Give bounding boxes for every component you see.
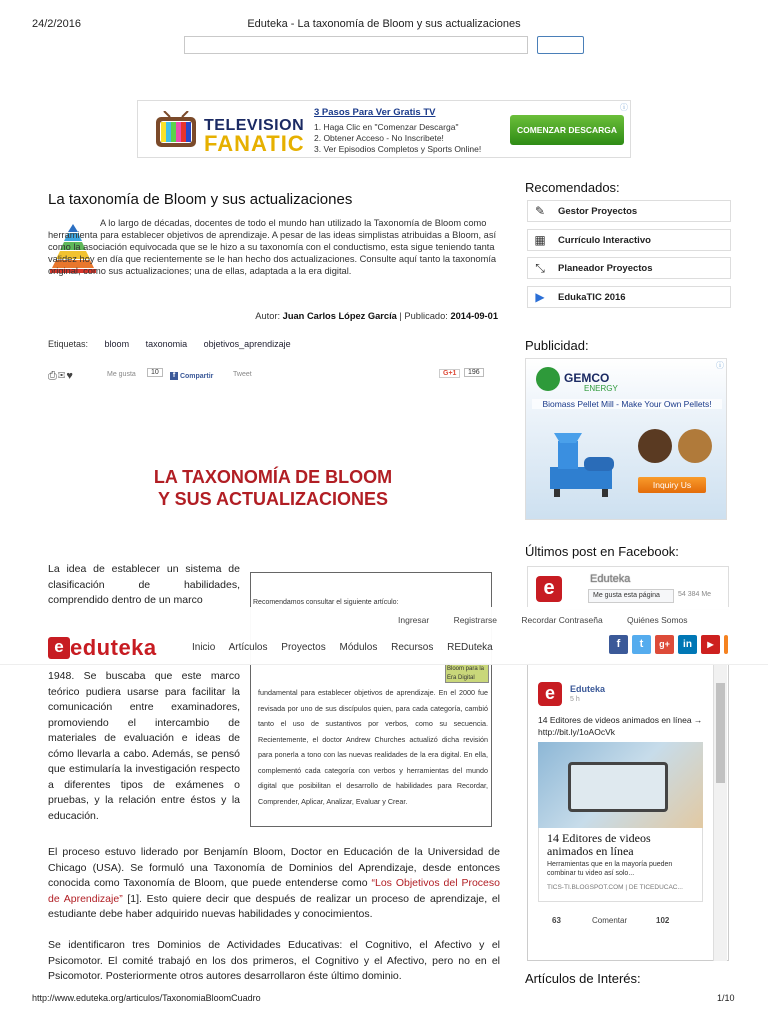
main-nav (192, 642, 504, 653)
published-date: 2014-09-01 (450, 311, 498, 321)
like-label: Me gusta (107, 371, 136, 378)
section-heading (48, 466, 498, 510)
recommended-article-thumbnail[interactable]: Bloom para la Era Digital (445, 663, 489, 683)
recommended-item[interactable] (527, 229, 731, 251)
logo-mark: e (48, 637, 70, 659)
tags-row (48, 339, 291, 349)
ad-logo-line2: FANATIC (204, 131, 305, 156)
facebook-post (527, 663, 729, 961)
pellets-image (678, 429, 712, 463)
register-link[interactable]: Registrarse (453, 615, 498, 625)
objectives-link[interactable]: “Los Objetivos del Proceso de Aprendizaje” (48, 877, 500, 905)
share-row (48, 368, 498, 384)
rss-icon[interactable] (724, 635, 728, 654)
article-intro: A lo largo de décadas, docentes de todo el mundo han utilizado la Taxonomía de Bloom como herramienta para establecer objetivos de aprendizaje. A pesar de las ideas simplistas atribuidas a Bloom, así como la asociación equivocada que se le hizo a su taxonomía con el conductismo, esta sigue teniendo tanta validez hoy en día que recientemente se le han hecho dos actualizaciones. Consulte aquí tanto la taxonomía original, como sus actualizaciones; una de ellas, adaptada a la era digital. (48, 218, 497, 276)
facebook-page-plugin (527, 566, 729, 610)
nav-inicio[interactable]: Inicio (192, 642, 216, 653)
published-label: | Publicado: (396, 311, 451, 321)
author-link[interactable]: Juan Carlos López García (282, 311, 397, 321)
tablet-image (568, 762, 668, 812)
tags-label: Etiquetas: (48, 339, 89, 349)
gplus-button[interactable]: G+1 (439, 369, 460, 378)
recommended-item-label: EdukaTIC 2016 (558, 292, 626, 303)
pellets-image (638, 429, 672, 463)
eduteka-avatar[interactable]: e (538, 682, 562, 706)
footer-url: http://www.eduteka.org/articulos/TaxonomiaBloomCuadro (32, 993, 261, 1003)
compress-icon: ⤡ (535, 261, 545, 275)
recommended-item[interactable] (527, 286, 731, 308)
box-recommend-label: Recomendamos consultar el siguiente artículo: (253, 599, 399, 606)
gplus-count: 196 (464, 368, 484, 377)
heading-line: LA TAXONOMÍA DE BLOOM (153, 467, 393, 487)
site-navbar (0, 607, 768, 665)
recommended-item-label: Gestor Proyectos (558, 206, 638, 217)
paragraph: 1948. Se buscaba que este marco teórico pudiera usarse para facilitar la comunicación entre examinadores, promoviendo el intercambio de materiales de evaluación e ideas de cómo llevarla a cabo. Además, se pensó que estimularía la investigación respecto a diferentes tipos de exámenes o pruebas, y la relación entre éstos y la educación. (48, 670, 240, 822)
footer-page: 1/10 (717, 993, 735, 1003)
card-desc: Herramientas que en la mayoría pueden combinar tu video así solo... (547, 861, 673, 877)
interest-title: Artículos de Interés: (525, 971, 641, 986)
post-link-card[interactable] (538, 828, 703, 902)
facebook-share-button[interactable] (170, 372, 213, 380)
ad-steps (314, 122, 481, 155)
twitter-icon[interactable]: t (632, 635, 651, 654)
account-links (398, 615, 710, 625)
box-text: fundamental para establecer objetivos de aprendizaje. En el 2000 fue revisada por uno de sus discípulos quien, para cada categoría, cambió tanto el uso de sustantivos por verbos, como su secuencia. Recientemente, el doctor Andrew Churches actualizó dicha revisión para ponerla a tono con las nuevas realidades de la era digital. En ella, complementó cada categoría con verbos y herramientas del mundo digital que posibilitan el desarrollo de habilidades para Recordar, Comprender, Aplicar, Analizar, Evaluar y Crear. (258, 688, 488, 806)
gemco-logo-icon (536, 367, 560, 391)
post-likes[interactable]: 63 (552, 916, 561, 925)
youtube-icon[interactable]: ▶ (701, 635, 720, 654)
pellet-mill-image (544, 431, 624, 501)
like-count: 10 (147, 368, 163, 377)
recommended-item-label: Planeador Proyectos (558, 263, 653, 274)
recommended-item[interactable] (527, 200, 731, 222)
post-shares[interactable]: 102 (656, 916, 670, 925)
comment-button[interactable]: Comentar (592, 916, 628, 925)
adchoices-icon[interactable]: ⓘ (620, 103, 628, 112)
recommended-title: Recomendados: (525, 180, 620, 195)
ad-banner[interactable] (137, 100, 631, 158)
facebook-title: Últimos post en Facebook: (525, 544, 679, 559)
recover-password-link[interactable]: Recordar Contraseña (521, 615, 603, 625)
scrollbar-thumb[interactable] (716, 683, 725, 783)
ads-title: Publicidad: (525, 338, 589, 353)
paragraph: La idea de establecer un sistema de clasificación de habilidades, comprendido dentro de un marco (48, 563, 240, 606)
ad-title[interactable]: 3 Pasos Para Ver Gratis TV (314, 107, 436, 118)
print-date: 24/2/2016 (32, 18, 81, 30)
share-label: Compartir (179, 372, 214, 380)
paragraph-text: [1]. Esto quiere decir que después de realizar un proceso de aprendizaje, el estudiante debe haber adquirido nuevas habilidades y conocimientos. (48, 892, 501, 920)
facebook-post-scrollbar[interactable] (713, 663, 727, 961)
pencil-icon: ✎ (534, 204, 546, 218)
article-byline (48, 311, 498, 321)
nav-articulos[interactable]: Artículos (228, 642, 268, 653)
fb-page-name[interactable]: Eduteka (590, 573, 631, 585)
article-title: La taxonomía de Bloom y sus actualizaciones (48, 191, 353, 208)
eduteka-logo[interactable] (48, 635, 157, 661)
login-link[interactable]: Ingresar (398, 615, 430, 625)
paragraph: Se identificaron tres Dominios de Actividades Educativas: el Cognitivo, el Afectivo y el Psicomotor. El comité trabajó en los dos primeros, el Cognitivo y el Afectivo, pero no en el Psicomotor. Posteriormente otros autores desarrollaron éste último dominio. (48, 939, 500, 982)
nav-reduteka[interactable]: REDuteka (447, 642, 493, 653)
card-source: TICS-TI.BLOGSPOT.COM | DE TICEDUCAC... (547, 884, 683, 891)
nav-modulos[interactable]: Módulos (339, 642, 378, 653)
heading-line: Y SUS ACTUALIZACIONES (157, 489, 389, 509)
tag-link[interactable]: bloom (104, 339, 130, 349)
paragraph-text: El proceso estuvo liderado por Benjamín Bloom, Doctor en Educación de la Universidad de Chicago (USA). Se formuló una Taxonomía de Dominios del Aprendizaje, desde entonces conocida como Taxonomía de Bloom, que puede entenderse como (48, 846, 500, 889)
calendar-icon: ▦ (534, 233, 546, 247)
tweet-button[interactable]: Tweet (233, 371, 252, 378)
tag-link[interactable]: objetivos_aprendizaje (203, 339, 291, 349)
nav-proyectos[interactable]: Proyectos (281, 642, 326, 653)
gemco-tagline: Biomass Pellet Mill - Make Your Own Pellets! (532, 399, 722, 409)
facebook-icon: f (170, 372, 178, 380)
byline-prefix: Autor: (255, 311, 283, 321)
googleplus-icon[interactable]: g+ (655, 635, 674, 654)
post-image[interactable] (538, 742, 703, 828)
ad-cta-button[interactable]: COMENZAR DESCARGA (510, 115, 624, 145)
recommended-item-label: Currículo Interactivo (558, 235, 651, 246)
paragraph (48, 845, 500, 923)
tag-link[interactable]: taxonomia (145, 339, 188, 349)
facebook-icon[interactable]: f (609, 635, 628, 654)
about-link[interactable]: Quiénes Somos (627, 615, 688, 625)
inquiry-button[interactable]: Inquiry Us (638, 477, 706, 493)
ad-logo-line1: TELEVISION (204, 117, 305, 134)
gemco-brand: GEMCO (564, 371, 610, 385)
post-author[interactable]: Eduteka (570, 684, 606, 694)
linkedin-icon[interactable]: in (678, 635, 697, 654)
post-time: 5 h (570, 696, 580, 703)
eduteka-logo-icon: e (536, 576, 562, 602)
card-title: 14 Editores de videos animados en línea (547, 831, 651, 858)
ad-step: 2. Obtener Acceso - No Inscribete! (314, 133, 444, 143)
adchoices-icon[interactable]: ⓘ (716, 361, 724, 370)
tv-icon (154, 111, 198, 151)
print-title: Eduteka - La taxonomía de Bloom y sus actualizaciones (247, 18, 521, 30)
ad-step: 3. Ver Episodios Completos y Sports Online! (314, 144, 482, 154)
gemco-ad[interactable] (525, 358, 727, 520)
post-text: 14 Editores de videos animados en línea → http://bit.ly/1oAOcVk (538, 715, 703, 737)
recommended-item[interactable] (527, 257, 731, 279)
gemco-brand-sub: ENERGY (584, 384, 618, 393)
fb-likes-count: 54 384 Me (678, 591, 712, 598)
play-icon: ▶ (535, 290, 545, 304)
ad-step: 1. Haga Clic en "Comenzar Descarga" (314, 122, 459, 132)
nav-recursos[interactable]: Recursos (391, 642, 434, 653)
fb-like-page-button[interactable]: Me gusta esta página (588, 589, 674, 603)
logo-word: eduteka (70, 635, 157, 660)
search-input[interactable] (184, 36, 528, 54)
search-button[interactable] (537, 36, 584, 54)
print-email-share-icons[interactable]: ⎙✉♥ (48, 370, 74, 382)
